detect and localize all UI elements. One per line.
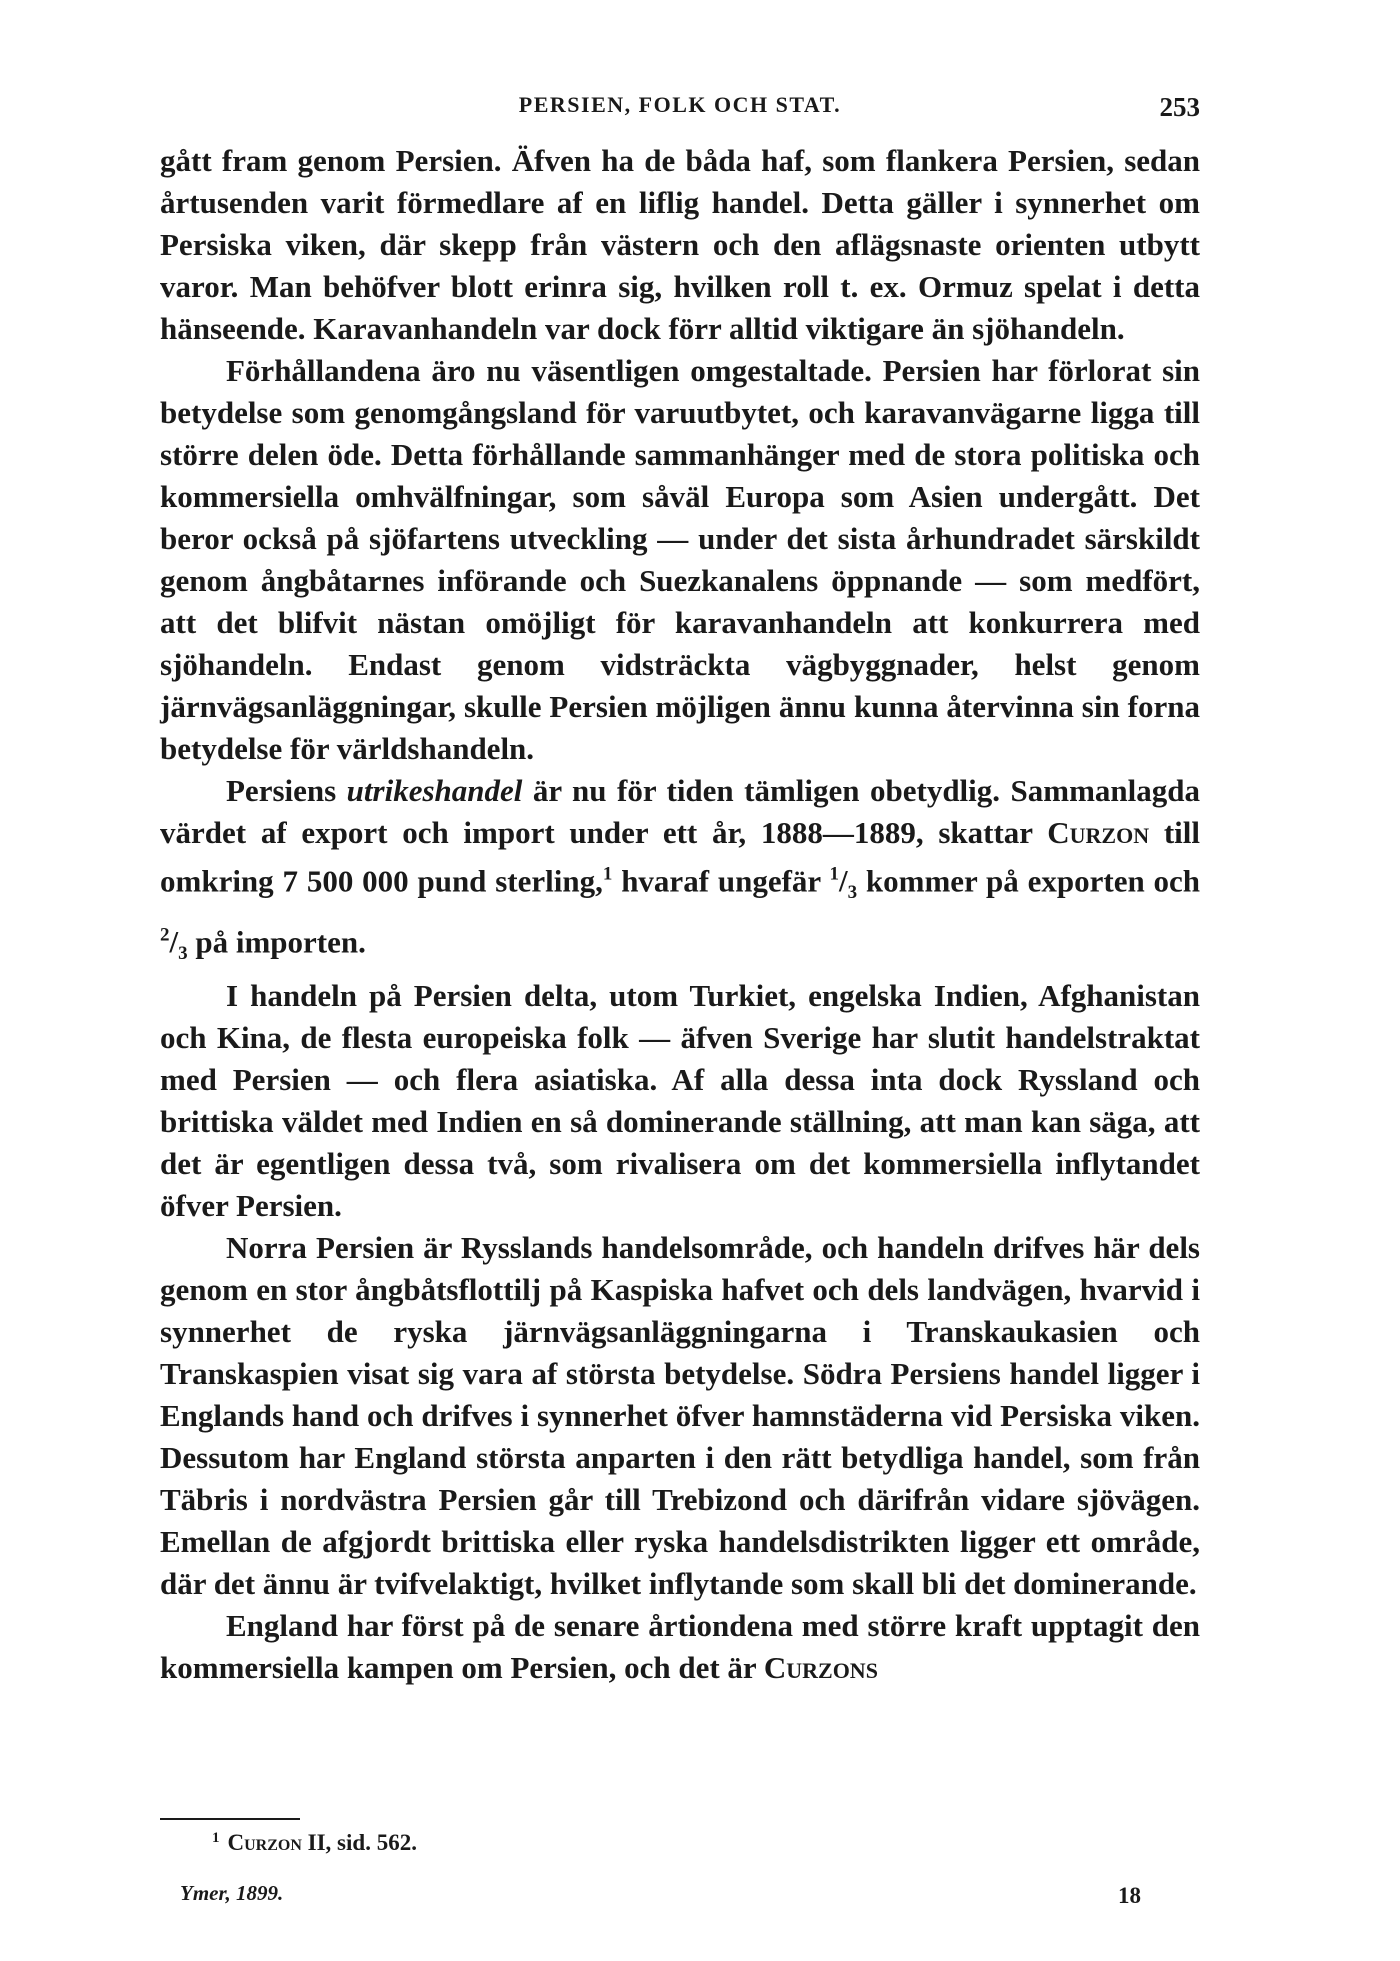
paragraph-6 [160, 1605, 1200, 1689]
footnote [212, 1830, 417, 1856]
journal-signature: Ymer, 1899. [180, 1881, 284, 1905]
fraction-one-third: $^1/_3$ [829, 863, 858, 904]
page-number: 253 [1159, 92, 1200, 122]
paragraph-3-part2: är nu för tiden tämligen obetydlig. Sammanlagda värdet af export och import under ett år, 1888—1889, skattar [160, 773, 1200, 850]
running-title: PERSIEN, FOLK OCH STAT. [518, 92, 842, 117]
body-text [160, 140, 1200, 1689]
footnote-divider [160, 1818, 300, 1820]
paragraph-3 [160, 770, 1200, 975]
paragraph-3-part5: kommer på exporten och [857, 863, 1201, 899]
fraction-two-thirds-numerator: 2 [160, 924, 170, 946]
paragraph-3-part1: Persiens [226, 773, 347, 808]
paragraph-5: Norra Persien är Rysslands handelsområde, och handeln drifves här dels genom en stor ångbåtsflottilj på Kaspiska hafvet och dels landvägen, hvarvid i synnerhet de ryska järnvägsanläggningarna i Transkaukasien och Transkaspien visat sig vara af största betydelse. Södra Persiens handel ligger i Englands hand och drifves i synnerhet öfver hamnstäderna vid Persiska viken. Dessutom har England största anparten i den rätt betydliga handel, som från Täbris i nordvästra Persien går till Trebizond och därifrån vidare sjövägen. Emellan de afgjordt brittiska eller ryska handelsdistrikten ligger ett område, där det ännu är tvifvelaktigt, hvilket inflytande som skall bli det dominerande. [160, 1230, 1200, 1602]
fraction-two-thirds-denominator: 3 [178, 943, 188, 965]
paragraph-3-part6: på importen. [187, 923, 366, 959]
footnote-marker: 1 [212, 1830, 220, 1846]
fraction-two-thirds: $^2/_3$ [160, 923, 188, 965]
footnote-reference: 1 [602, 863, 613, 885]
sheet-number: 18 [1118, 1883, 1141, 1908]
paragraph-3-part3: till omkring 7 500 000 pund sterling, [160, 815, 1200, 899]
paragraph-3-part4: hvaraf ungefär [612, 863, 830, 899]
running-head [160, 92, 1200, 128]
author-name-curzon: Curzon [1047, 815, 1150, 850]
footnote-author: Curzon [227, 1830, 302, 1855]
paragraph-4: I handeln på Persien delta, utom Turkiet, engelska Indien, Afghanistan och Kina, de flesta europeiska folk — äfven Sverige har slutit handelstraktat med Persien — och flera asiatiska. Af alla dessa inta dock Ryssland och brittiska väldet med Indien en så dominerande ställning, att man kan säga, att det är egentligen dessa två, som rivalisera om det kommersiella inflytandet öfver Persien. [160, 978, 1200, 1224]
emphasis-utrikeshandel: utrikeshandel [346, 773, 523, 808]
author-name-curzons: Curzons [763, 1650, 878, 1686]
paragraph-2: Förhållandena äro nu väsentligen omgestaltade. Persien har förlorat sin betydelse som genomgångsland för varuutbytet, och karavanvägarne ligga till större delen öde. Detta förhållande sammanhänger med de stora politiska och kommersiella omhvälfningar, som såväl Europa som Asien undergått. Det beror också på sjöfartens utveckling — under det sista århundradet särskildt genom ångbåtarnes införande och Suezkanalens öppnande — som medfört, att det blifvit nästan omöjligt för karavanhandeln att konkurrera med sjöhandeln. Endast genom vidsträckta vägbyggnader, helst genom järnvägsanläggningar, skulle Persien möjligen ännu kunna återvinna sin forna betydelse för världshandeln. [160, 353, 1200, 766]
footnote-text: II, sid. 562. [301, 1830, 417, 1855]
fraction-one-third-denominator: 3 [847, 882, 858, 904]
paragraph-6-part1: England har först på de senare årtiondena med större kraft upptagit den kommersiella kampen om Persien, och det är [160, 1608, 1200, 1686]
paragraph-1: gått fram genom Persien. Äfven ha de båda haf, som flankera Persien, sedan årtusenden varit förmedlare af en liflig handel. Detta gäller i synnerhet om Persiska viken, där skepp från västern och den aflägsnaste orienten utbytt varor. Man behöfver blott erinra sig, hvilken roll t. ex. Ormuz spelat i detta hänseende. Karavanhandeln var dock förr alltid viktigare än sjöhandeln. [160, 143, 1200, 346]
fraction-one-third-numerator: 1 [829, 864, 839, 885]
